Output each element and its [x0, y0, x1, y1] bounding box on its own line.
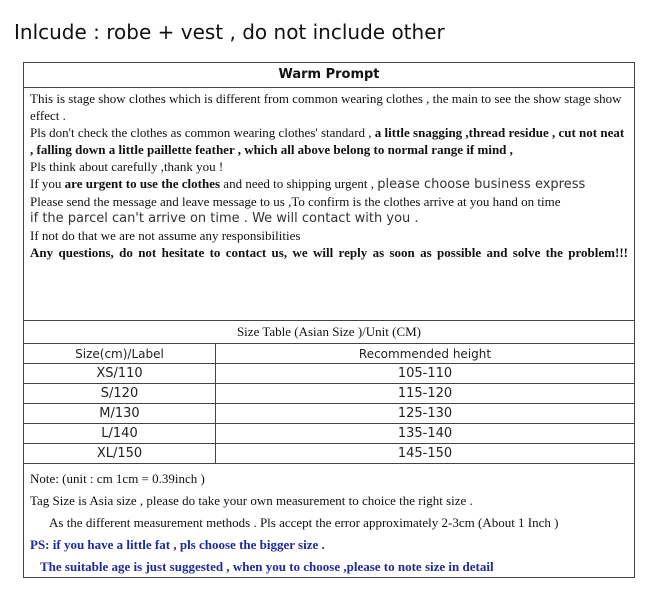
prompt-line-4 [30, 175, 628, 193]
table-row [24, 424, 634, 444]
notes-section [24, 464, 634, 578]
prompt-line-2-plain: Pls don't check the clothes as common wearing clothes' standard , [30, 125, 375, 140]
size-label-cell: L/140 [24, 424, 216, 444]
page-header: Inlcude : robe + vest , do not include other [14, 20, 445, 44]
prompt-line-1: This is stage show clothes which is different from common wearing clothes , the main to see the show stage show effect . [30, 91, 622, 123]
height-cell: 125-130 [216, 404, 635, 424]
prompt-line-4-sans: please choose business express [377, 177, 586, 192]
size-header-height: Recommended height [216, 344, 635, 364]
size-label-cell: M/130 [24, 404, 216, 424]
prompt-line-7: If not do that we are not assume any responsibilities [30, 228, 301, 243]
prompt-line-4a: If you [30, 176, 65, 191]
note-measurement: As the different measurement methods . Pls accept the error approximately 2-3cm (About 1 Inch ) [49, 515, 559, 530]
table-row [24, 364, 634, 384]
prompt-line-2 [30, 124, 628, 158]
prompt-line-6: if the parcel can't arrive on time . We will contact with you . [30, 211, 419, 226]
prompt-line-4-bold: are urgent to use the clothes [64, 176, 221, 191]
size-label-cell: S/120 [24, 384, 216, 404]
size-table [24, 344, 634, 464]
prompt-line-8-bold: Any questions, do not hesitate to contact us, we will reply as soon as possible and solve the problem!!! [30, 245, 628, 260]
size-header-label: Size(cm)/Label [24, 344, 216, 364]
size-table-header [24, 344, 634, 364]
prompt-line-5: Please send the message and leave message to us ,To confirm is the clothes arrive at you hand on time [30, 194, 561, 209]
table-row [24, 384, 634, 404]
size-table-title: Size Table (Asian Size )/Unit (CM) [24, 321, 634, 344]
ps-bigger-size: PS: if you have a little fat , pls choose the bigger size . [30, 537, 325, 552]
height-cell: 105-110 [216, 364, 635, 384]
height-cell: 135-140 [216, 424, 635, 444]
warm-prompt-title: Warm Prompt [24, 63, 634, 88]
table-row [24, 444, 634, 464]
prompt-line-2-bold: a little snagging ,thread residue , cut not neat , falling down a little paillette feather , which all above belong to normal range if mind , [30, 125, 625, 157]
ps-suitable-age: The suitable age is just suggested , when you to choose ,please to note size in detail [40, 559, 494, 574]
prompt-line-3: Pls think about carefully ,thank you ! [30, 159, 224, 174]
note-unit: Note: (unit : cm 1cm = 0.39inch ) [30, 471, 205, 486]
size-label-cell: XL/150 [24, 444, 216, 464]
table-row [24, 404, 634, 424]
height-cell: 145-150 [216, 444, 635, 464]
info-card [23, 62, 635, 578]
warm-prompt-body [24, 88, 634, 321]
note-tag-size: Tag Size is Asia size , please do take your own measurement to choice the right size . [30, 493, 473, 508]
size-label-cell: XS/110 [24, 364, 216, 384]
height-cell: 115-120 [216, 384, 635, 404]
prompt-line-8 [30, 244, 628, 261]
prompt-line-4b: and need to shipping urgent , [220, 176, 378, 191]
